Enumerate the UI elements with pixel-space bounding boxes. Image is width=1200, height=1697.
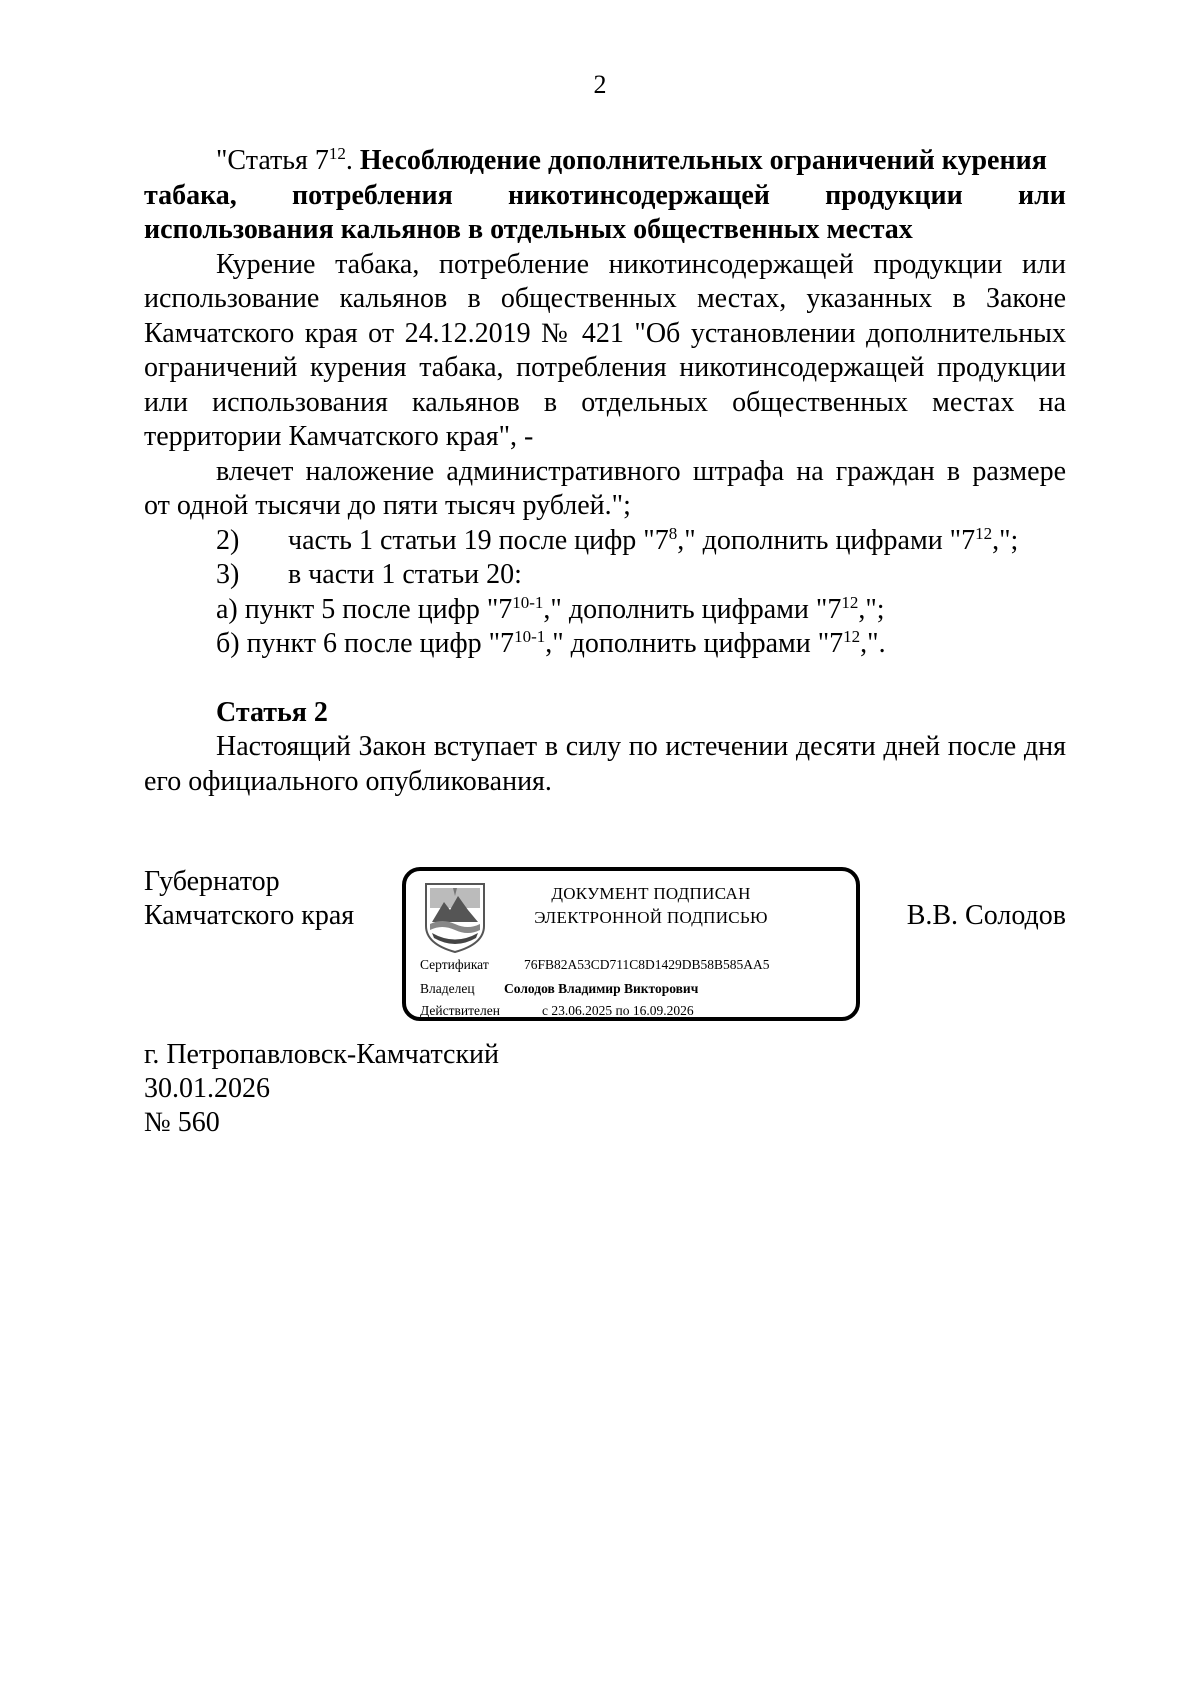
document-footer [144,1038,499,1140]
article-title-line-1: "Статья $7^{12}$. Несоблюдение дополнительных ограничений курения [216,144,1047,176]
stamp-owner-row: Владелец Солодов Владимир Викторович [420,981,699,996]
stamp-validity-row: Действителен с 23.06.2025 по 16.09.2026 [420,1003,694,1018]
sub-item-a: а) пункт 5 после цифр "7$^{10-1}$," дополнить цифрами "$7^{12}$,"; [216,592,885,625]
item-2: 2) часть 1 статьи 19 после цифр "$7^8$," дополнить цифрами "$7^{12}$,"; [216,523,1019,556]
item-3: 3) в части 1 статьи 20: [216,559,522,590]
article-title: Несоблюдение дополнительных ограничений курения [359,145,1047,176]
sub-item-b: б) пункт 6 после цифр "7$^{10-1}$," дополнить цифрами "$7^{12}$,". [216,627,886,659]
sanction-line-2: от одной тысячи до пяти тысяч рублей."; [144,490,631,521]
footer-date: 30.01.2026 [144,1073,270,1104]
page-number: 2 [593,70,607,99]
article-2-heading: Статья 2 [216,696,328,728]
body-line: Камчатского края от 24.12.2019 № 421 "Об установлении дополнительных [144,317,1066,349]
article-title-line-2: табака, потребления никотинсодержащей продукции или [144,179,1066,211]
electronic-signature-stamp [402,867,860,1021]
article-title-line-3: использования кальянов в отдельных общественных местах [144,214,913,245]
article-2-line-1: Настоящий Закон вступает в силу по истечении десяти дней после дня [216,731,1066,762]
stamp-certificate-row: Сертификат 76FB82A53CD711C8D1429DB58B585AA5 [420,957,770,972]
article-7-12 [144,144,1066,799]
article-2-line-2: его официального опубликования. [144,765,552,797]
body-line: или использования кальянов в отдельных общественных местах на [144,386,1066,418]
stamp-title: ДОКУМЕНТ ПОДПИСАН ЭЛЕКТРОННОЙ ПОДПИСЬЮ [534,884,768,927]
sanction-line-1: влечет наложение административного штрафа на граждан в размере [216,455,1066,487]
body-line-last: территории Камчатского края", - [144,421,534,452]
body-line: ограничений курения табака, потребления никотинсодержащей продукции [144,352,1066,383]
kamchatka-coat-of-arms-icon [422,878,488,954]
signatory-position: Губернатор Камчатского края [144,866,355,931]
body-line: использование кальянов в общественных местах, указанных в Законе [144,283,1066,314]
signatory-name: В.В. Солодов [906,900,1066,931]
body-line: Курение табака, потребление никотинсодержащей продукции или [216,248,1066,280]
footer-number: № 560 [144,1107,220,1138]
footer-city: г. Петропавловск-Камчатский [144,1039,500,1070]
